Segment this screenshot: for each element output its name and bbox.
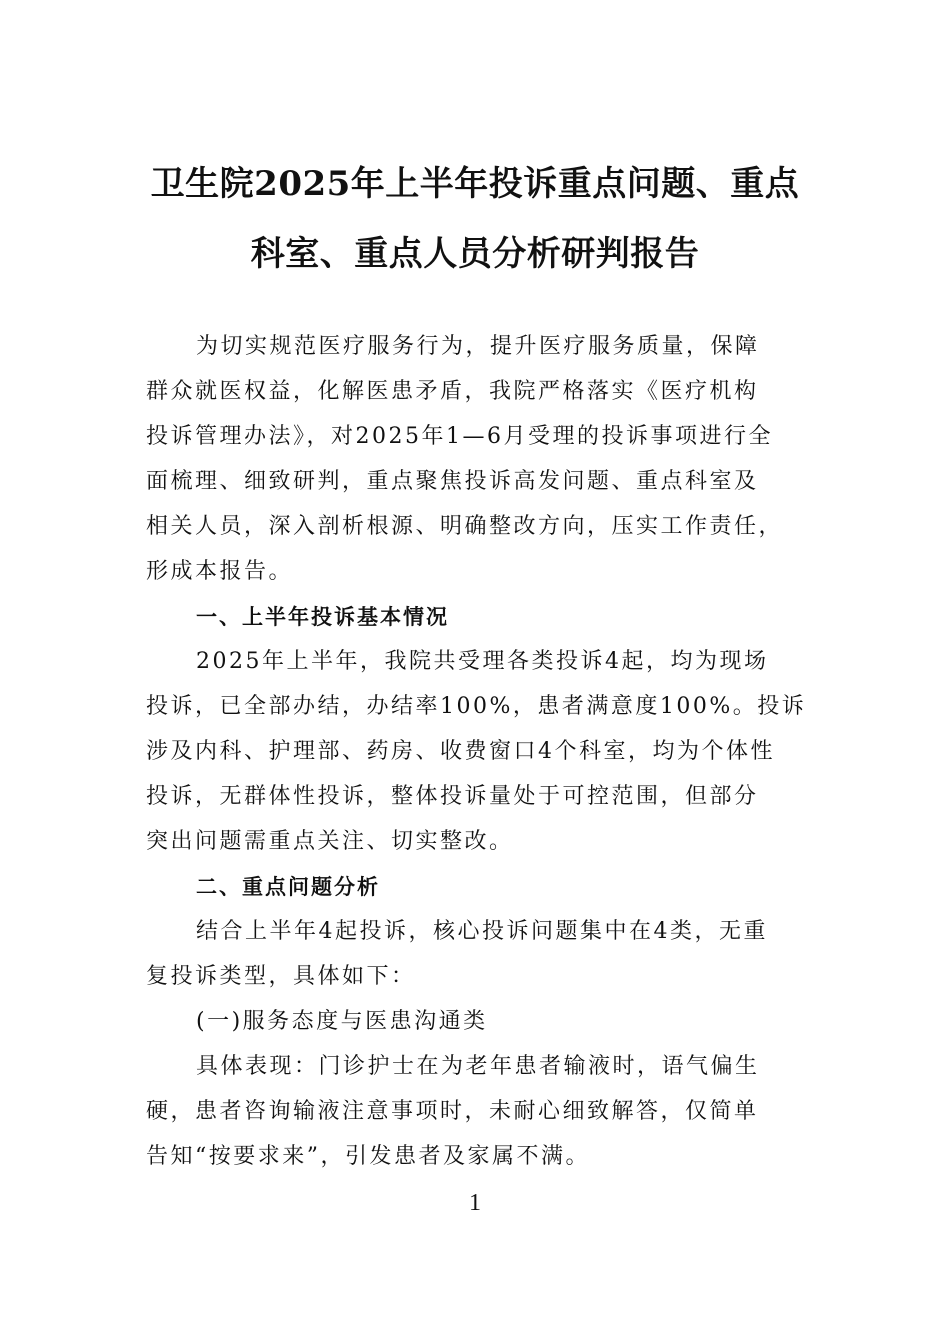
subsection-1-line-2: 硬，患者咨询输液注意事项时，未耐心细致解答，仅简单 xyxy=(146,1099,759,1124)
section-1-line-2: 投诉，已全部办结，办结率100%，患者满意度100%。投诉 xyxy=(146,694,807,719)
intro-line-2: 群众就医权益，化解医患矛盾，我院严格落实《医疗机构 xyxy=(146,379,759,404)
section-1-line-4: 投诉，无群体性投诉，整体投诉量处于可控范围，但部分 xyxy=(146,784,759,809)
section-1-line-3: 涉及内科、护理部、药房、收费窗口4个科室，均为个体性 xyxy=(146,739,775,764)
intro-line-4: 面梳理、细致研判，重点聚焦投诉高发问题、重点科室及 xyxy=(146,469,759,494)
section-2-heading: 二、重点问题分析 xyxy=(196,875,380,899)
section-1-line-5: 突出问题需重点关注、切实整改。 xyxy=(146,829,514,854)
section-1-heading: 一、上半年投诉基本情况 xyxy=(196,605,449,629)
intro-line-1: 为切实规范医疗服务行为，提升医疗服务质量，保障 xyxy=(196,334,760,359)
section-1-line-1: 2025年上半年，我院共受理各类投诉4起，均为现场 xyxy=(196,649,769,674)
subsection-1-line-1: 具体表现：门诊护士在为老年患者输液时，语气偏生 xyxy=(196,1054,760,1079)
subsection-1-heading: (一)服务态度与医患沟通类 xyxy=(196,1009,488,1034)
page-number: 1 xyxy=(469,1190,481,1216)
document-title-line-2: 科室、重点人员分析研判报告 xyxy=(250,234,700,274)
intro-line-5: 相关人员，深入剖析根源、明确整改方向，压实工作责任， xyxy=(146,514,784,539)
section-2-line-1: 结合上半年4起投诉，核心投诉问题集中在4类，无重 xyxy=(196,919,768,944)
subsection-1-line-3: 告知“按要求来”，引发患者及家属不满。 xyxy=(146,1144,590,1169)
intro-line-6: 形成本报告。 xyxy=(146,559,294,584)
section-2-line-2: 复投诉类型，具体如下： xyxy=(146,964,416,989)
intro-line-3: 投诉管理办法》，对2025年1—6月受理的投诉事项进行全 xyxy=(146,424,773,449)
document-title-line-1: 卫生院2025年上半年投诉重点问题、重点 xyxy=(150,164,800,204)
